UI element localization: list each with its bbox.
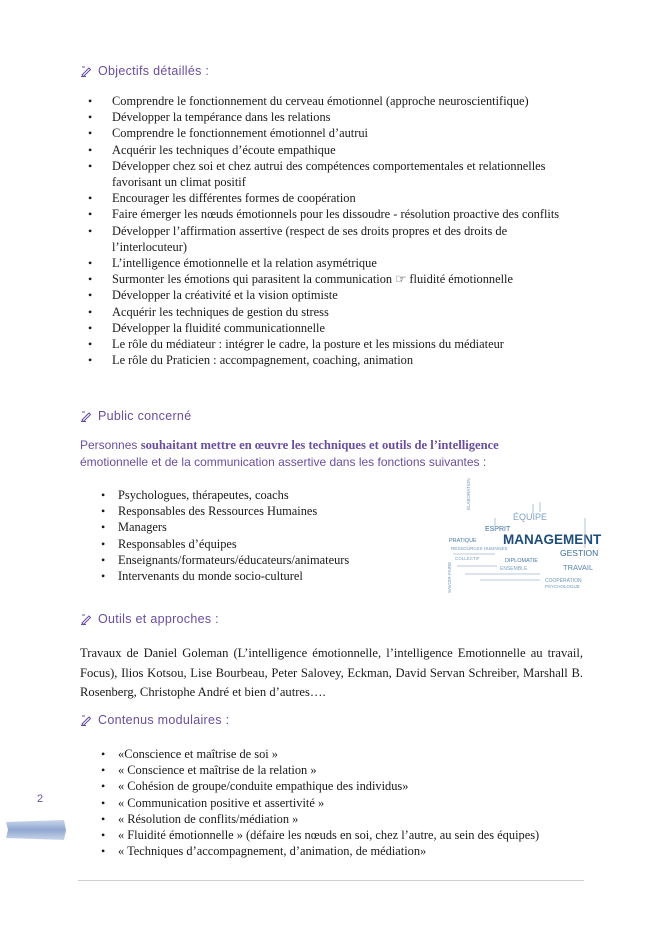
word-cloud-word: PSYCHOLOGUE [545,584,580,589]
tools-heading [80,612,219,626]
list-item: • Faire émerger les nœuds émotionnels pour les dissoudre - résolution proactive des conflits [82,206,572,222]
list-item: • Acquérir les techniques de gestion du stress [82,304,572,320]
word-cloud-word: PRATIQUE [449,538,477,544]
list-item: • Développer chez soi et chez autrui des compétences comportementales et relationnelles favorisant un climat positif [82,158,572,190]
list-item: • Responsables d’équipes [93,536,423,552]
pen-writing-icon [80,65,92,77]
list-item: • «Conscience et maîtrise de soi » [93,746,593,762]
list-item: • Acquérir les techniques d’écoute empathique [82,142,572,158]
public-title: Public concerné [98,409,192,423]
word-cloud-word: TRAVAIL [563,563,594,572]
word-cloud-word: MANAGEMENT [503,532,602,547]
list-item: • Comprendre le fonctionnement du cerveau émotionnel (approche neuroscientifique) [82,93,572,109]
tools-title: Outils et approches : [98,612,219,626]
footer-divider [78,880,584,881]
list-item: • « Fluidité émotionnelle » (défaire les nœuds en soi, chez l’autre, au sein des équipes) [93,827,593,843]
list-item: • Comprendre le fonctionnement émotionnel d’autrui [82,125,572,141]
word-cloud-word: DIPLOMATIE [505,558,538,564]
list-item: • « Résolution de conflits/médiation » [93,811,593,827]
list-item: • Surmonter les émotions qui parasitent la communication ☞ fluidité émotionnelle [82,271,572,287]
list-item: • « Cohésion de groupe/conduite empathique des individus» [93,778,593,794]
objectives-heading [80,64,209,78]
public-intro-lead: Personnes [80,438,141,452]
list-item: • Développer la créativité et la vision optimiste [82,287,572,303]
list-item: • Le rôle du Praticien : accompagnement, coaching, animation [82,352,572,368]
list-item: • « Techniques d’accompagnement, d’animation, de médiation» [93,843,593,859]
list-item: • Enseignants/formateurs/éducateurs/animateurs [93,552,423,568]
list-item: • Psychologues, thérapeutes, coachs [93,487,423,503]
page-number: 2 [37,793,44,805]
pen-writing-icon [80,613,92,625]
modules-list [93,746,593,859]
word-cloud-word: SAVOIR-FAIRE [447,561,452,593]
tools-paragraph: Travaux de Daniel Goleman (L’intelligence émotionnelle, l’intelligence Emotionnelle au travail, Focus), Ilios Kotsou, Lise Bourbeau, Peter Salovey, Eckman, David Servan Schreiber, Marshall B. Rosenberg, Christophe André et bien d’autres…. [80,646,583,700]
word-cloud-word: GESTION [560,548,599,558]
list-item: • Développer la fluidité communicationnelle [82,320,572,336]
public-list [93,487,423,584]
modules-heading [80,713,229,727]
word-cloud-word: ÉQUIPE [513,512,548,522]
public-intro [80,437,560,471]
word-cloud-word: ENSEMBLE [500,566,528,572]
page-tab-decoration [0,818,70,842]
word-cloud-word: COLLECTIF [455,556,480,561]
list-item: • Responsables des Ressources Humaines [93,503,423,519]
modules-title: Contenus modulaires : [98,713,230,727]
list-item: • Développer la tempérance dans les relations [82,109,572,125]
objectives-title: Objectifs détaillés : [98,64,210,78]
word-cloud-word: ESPRIT [485,526,511,533]
word-cloud-word: RESSOURCES HUMAINES [451,546,508,551]
public-intro-rest: émotionnelle et de la communication assertive dans les fonctions suivantes : [80,455,487,469]
word-cloud-word: COOPÉRATION [545,578,582,584]
list-item: • Managers [93,519,423,535]
management-word-cloud-image [445,478,605,596]
pen-writing-icon [80,714,92,726]
objectives-list [82,93,572,368]
public-intro-bold: souhaitant mettre en œuvre les techniques et outils de l’intelligence [140,438,499,452]
word-cloud-word: ÉLABORATION [466,478,471,510]
list-item: • Développer l’affirmation assertive (respect de ses droits propres et des droits de l’interlocuteur) [82,223,572,255]
pen-writing-icon [80,410,92,422]
list-item: • Le rôle du médiateur : intégrer le cadre, la posture et les missions du médiateur [82,336,572,352]
list-item: • « Conscience et maîtrise de la relation » [93,762,593,778]
list-item: • Intervenants du monde socio-culturel [93,568,423,584]
public-heading [80,409,191,423]
list-item: • « Communication positive et assertivité » [93,795,593,811]
list-item: • Encourager les différentes formes de coopération [82,190,572,206]
list-item: • L’intelligence émotionnelle et la relation asymétrique [82,255,572,271]
